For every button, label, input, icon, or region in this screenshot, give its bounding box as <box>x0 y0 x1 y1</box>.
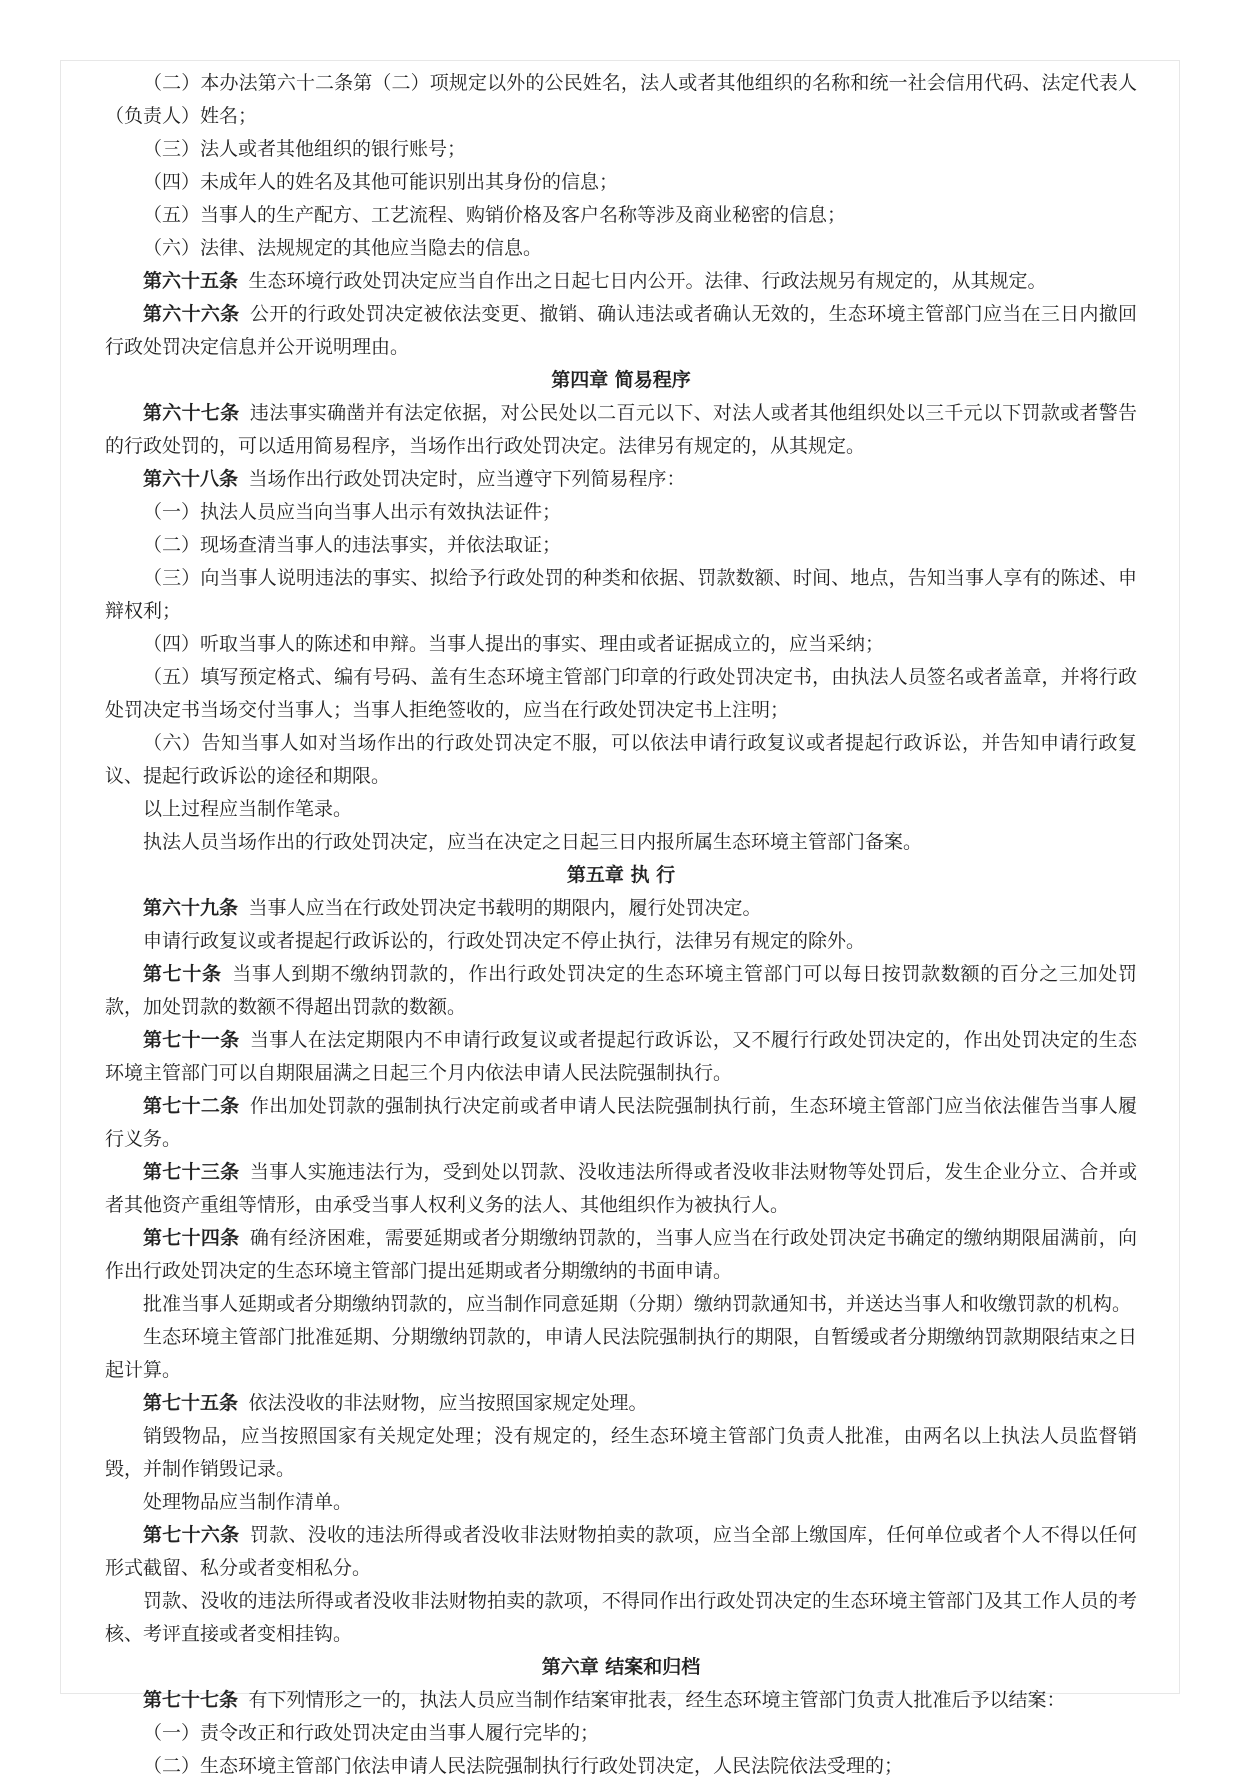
paragraph: （二）现场查清当事人的违法事实，并依法取证； <box>143 534 562 556</box>
article-text: 确有经济困难，需要延期或者分期缴纳罚款的，当事人应当在行政处罚决定书确定的缴纳期限届满前，向作出行政处罚决定的生态环境主管部门提出延期或者分期缴纳的书面申请。 <box>105 1227 1137 1282</box>
paragraph: （二）生态环境主管部门依法申请人民法院强制执行行政处罚决定，人民法院依法受理的； <box>143 1755 904 1777</box>
paragraph <box>105 1684 1137 1717</box>
paragraph <box>105 892 1137 925</box>
paragraph <box>105 1156 1137 1222</box>
paragraph <box>105 298 1137 364</box>
paragraph <box>105 1519 1137 1585</box>
paragraph: （一）责令改正和行政处罚决定由当事人履行完毕的； <box>143 1722 600 1744</box>
article-text: 生态环境行政处罚决定应当自作出之日起七日内公开。法律、行政法规另有规定的，从其规定。 <box>248 270 1047 292</box>
article-number: 第七十二条 <box>143 1095 240 1117</box>
paragraph: （三）向当事人说明违法的事实、拟给予行政处罚的种类和依据、罚款数额、时间、地点，告知当事人享有的陈述、申辩权利； <box>105 567 1137 622</box>
chapter-heading: 第五章 执 行 <box>566 864 676 886</box>
paragraph: 批准当事人延期或者分期缴纳罚款的，应当制作同意延期（分期）缴纳罚款通知书，并送达当事人和收缴罚款的机构。 <box>143 1293 1132 1315</box>
paragraph: （五）填写预定格式、编有号码、盖有生态环境主管部门印章的行政处罚决定书，由执法人员签名或者盖章，并将行政处罚决定书当场交付当事人；当事人拒绝签收的，应当在行政处罚决定书上注明； <box>105 666 1137 721</box>
article-number: 第六十八条 <box>143 468 239 490</box>
article-text: 公开的行政处罚决定被依法变更、撤销、确认违法或者确认无效的，生态环境主管部门应当在三日内撤回行政处罚决定信息并公开说明理由。 <box>105 303 1137 358</box>
article-number: 第七十六条 <box>143 1524 240 1546</box>
paragraph: 销毁物品，应当按照国家有关规定处理；没有规定的，经生态环境主管部门负责人批准，由两名以上执法人员监督销毁，并制作销毁记录。 <box>105 1425 1137 1480</box>
paragraph: 以上过程应当制作笔录。 <box>143 798 353 820</box>
article-text: 当事人在法定期限内不申请行政复议或者提起行政诉讼，又不履行行政处罚决定的，作出处罚决定的生态环境主管部门可以自期限届满之日起三个月内依法申请人民法院强制执行。 <box>105 1029 1137 1084</box>
article-number: 第六十五条 <box>143 270 239 292</box>
article-text: 罚款、没收的违法所得或者没收非法财物拍卖的款项，应当全部上缴国库，任何单位或者个人不得以任何形式截留、私分或者变相私分。 <box>105 1524 1137 1579</box>
article-text: 当事人应当在行政处罚决定书载明的期限内，履行处罚决定。 <box>248 897 762 919</box>
document-content <box>105 67 1137 1783</box>
paragraph <box>105 463 1137 496</box>
article-number: 第六十七条 <box>143 402 240 424</box>
article-text: 违法事实确凿并有法定依据，对公民处以二百元以下、对法人或者其他组织处以三千元以下罚款或者警告的行政处罚的，可以适用简易程序，当场作出行政处罚决定。法律另有规定的，从其规定。 <box>105 402 1137 457</box>
article-text: 当事人实施违法行为，受到处以罚款、没收违法所得或者没收非法财物等处罚后，发生企业分立、合并或者其他资产重组等情形，由承受当事人权利义务的法人、其他组织作为被执行人。 <box>105 1161 1137 1216</box>
paragraph <box>105 1222 1137 1288</box>
paragraph: （三）法人或者其他组织的银行账号； <box>143 138 467 160</box>
article-number: 第六十六条 <box>143 303 240 325</box>
article-text: 当事人到期不缴纳罚款的，作出行政处罚决定的生态环境主管部门可以每日按罚款数额的百分之三加处罚款，加处罚款的数额不得超出罚款的数额。 <box>105 963 1137 1018</box>
article-number: 第七十五条 <box>143 1392 239 1414</box>
article-text: 依法没收的非法财物，应当按照国家规定处理。 <box>248 1392 648 1414</box>
paragraph: 罚款、没收的违法所得或者没收非法财物拍卖的款项，不得同作出行政处罚决定的生态环境主管部门及其工作人员的考核、考评直接或者变相挂钩。 <box>105 1590 1137 1645</box>
article-number: 第七十七条 <box>143 1689 239 1711</box>
article-number: 第七十四条 <box>143 1227 240 1249</box>
chapter-heading: 第六章 结案和归档 <box>541 1656 701 1678</box>
article-number: 第七十条 <box>143 963 222 985</box>
paragraph: （四）听取当事人的陈述和申辩。当事人提出的事实、理由或者证据成立的，应当采纳； <box>143 633 885 655</box>
paragraph: （六）法律、法规规定的其他应当隐去的信息。 <box>143 237 543 259</box>
paragraph: 生态环境主管部门批准延期、分期缴纳罚款的，申请人民法院强制执行的期限，自暂缓或者分期缴纳罚款期限结束之日起计算。 <box>105 1326 1137 1381</box>
paragraph: （一）执法人员应当向当事人出示有效执法证件； <box>143 501 562 523</box>
paragraph <box>105 1387 1137 1420</box>
article-number: 第六十九条 <box>143 897 239 919</box>
article-number: 第七十一条 <box>143 1029 240 1051</box>
paragraph: （四）未成年人的姓名及其他可能识别出其身份的信息； <box>143 171 619 193</box>
article-text: 作出加处罚款的强制执行决定前或者申请人民法院强制执行前，生态环境主管部门应当依法催告当事人履行义务。 <box>105 1095 1137 1150</box>
paragraph: （六）告知当事人如对当场作出的行政处罚决定不服，可以依法申请行政复议或者提起行政诉讼，并告知申请行政复议、提起行政诉讼的途径和期限。 <box>105 732 1137 787</box>
paragraph: （五）当事人的生产配方、工艺流程、购销价格及客户名称等涉及商业秘密的信息； <box>143 204 847 226</box>
paragraph: 执法人员当场作出的行政处罚决定，应当在决定之日起三日内报所属生态环境主管部门备案。 <box>143 831 923 853</box>
chapter-heading: 第四章 简易程序 <box>551 369 691 391</box>
paragraph <box>105 1090 1137 1156</box>
paragraph: 申请行政复议或者提起行政诉讼的，行政处罚决定不停止执行，法律另有规定的除外。 <box>143 930 866 952</box>
paragraph <box>105 1024 1137 1090</box>
paragraph <box>105 958 1137 1024</box>
article-text: 有下列情形之一的，执法人员应当制作结案审批表，经生态环境主管部门负责人批准后予以结案： <box>248 1689 1066 1711</box>
article-text: 当场作出行政处罚决定时，应当遵守下列简易程序： <box>248 468 686 490</box>
document-page <box>60 60 1180 1777</box>
paragraph <box>105 397 1137 463</box>
paragraph: 处理物品应当制作清单。 <box>143 1491 353 1513</box>
article-number: 第七十三条 <box>143 1161 240 1183</box>
paragraph: （二）本办法第六十二条第（二）项规定以外的公民姓名，法人或者其他组织的名称和统一社会信用代码、法定代表人（负责人）姓名； <box>105 72 1137 127</box>
paragraph <box>105 265 1137 298</box>
